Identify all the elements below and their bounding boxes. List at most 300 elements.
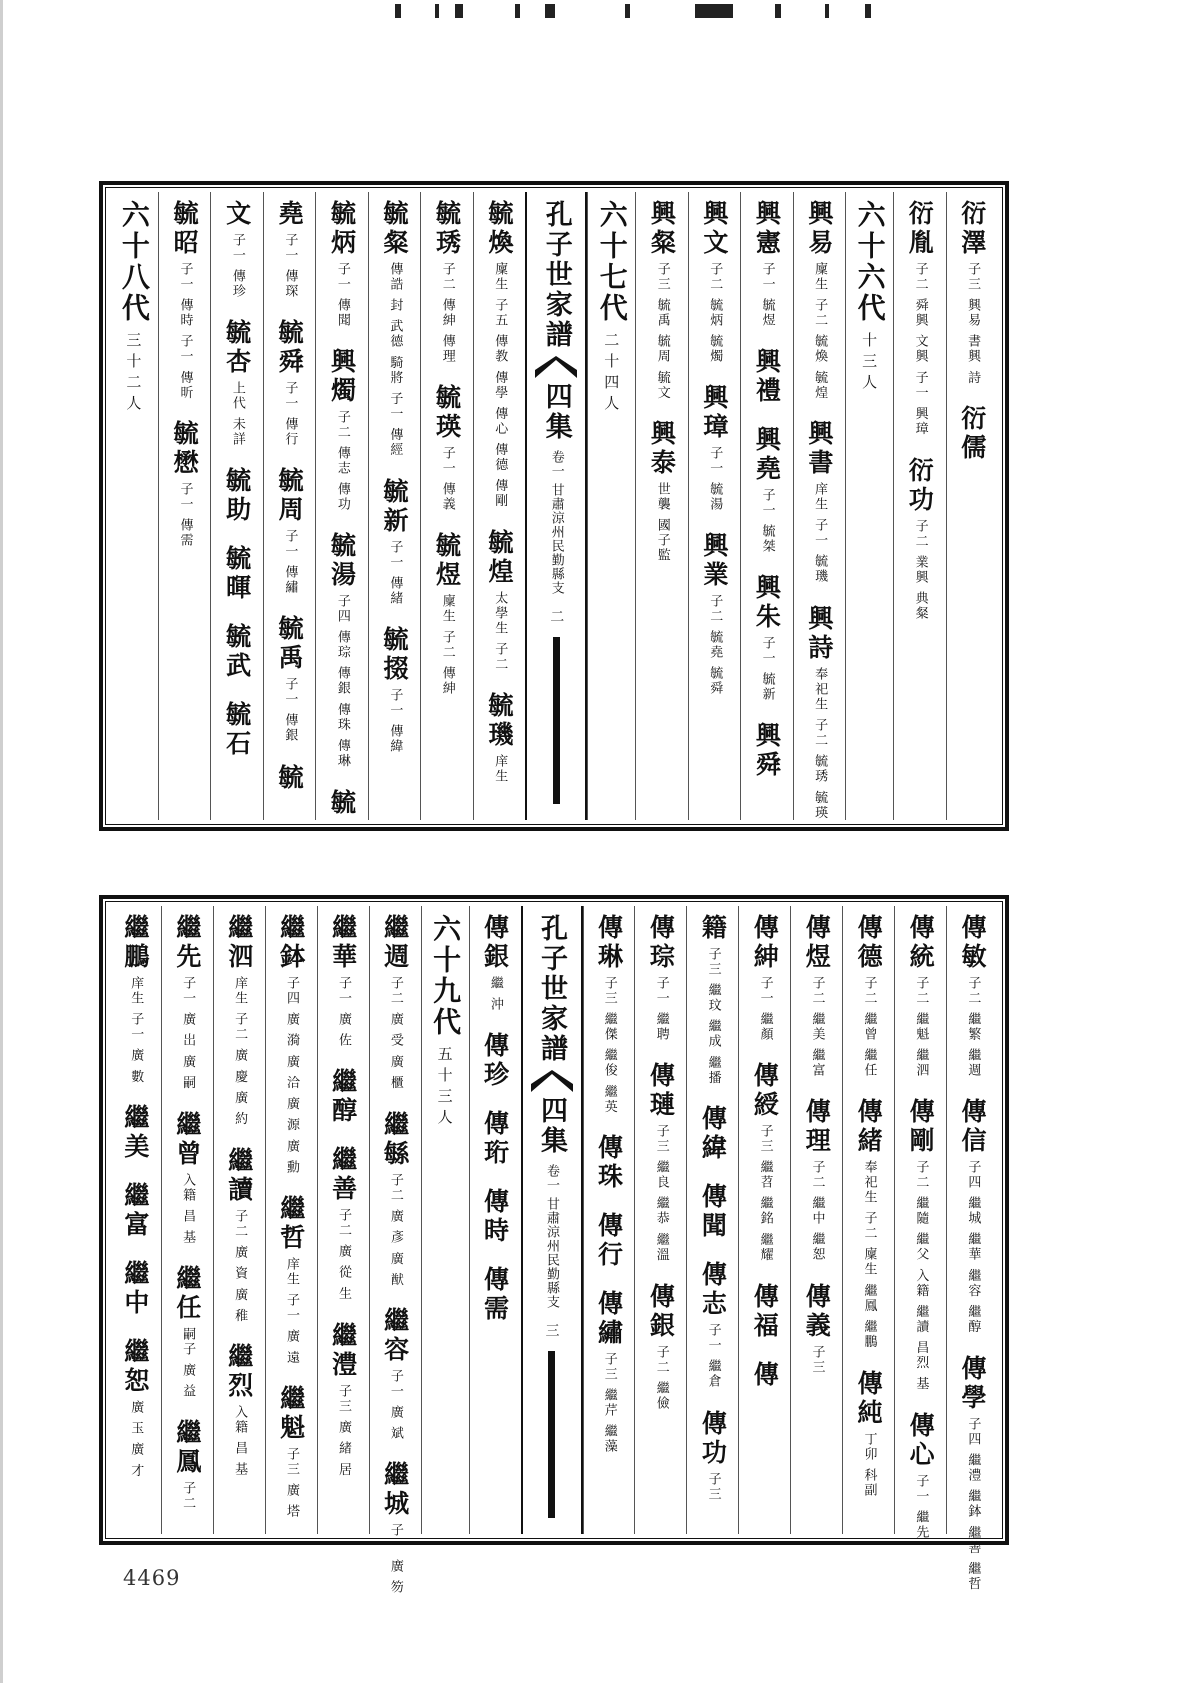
person-name: 傳信	[958, 1098, 988, 1157]
person-entry	[802, 1282, 832, 1375]
person-entry	[594, 1134, 624, 1193]
person-entry	[906, 1412, 936, 1541]
person-note: 子一 廣 岀 廣 嗣	[180, 976, 196, 1091]
person-note: 廩生 子五 傳教 傳學 傳心 傳德 傳剛	[492, 262, 508, 509]
person-note: 世襲 國子監	[654, 482, 670, 564]
person-name: 興書	[804, 420, 834, 479]
person-entry	[958, 1098, 988, 1335]
person-name: 毓炳	[327, 200, 357, 258]
person-entry	[170, 200, 200, 401]
person-name: 毓武	[222, 623, 252, 682]
genealogy-column	[738, 906, 790, 1534]
genealogy-page-top	[99, 181, 1009, 831]
person-name: 繼善	[328, 1146, 358, 1205]
person-name: 毓璣	[484, 691, 514, 750]
person-entry	[120, 1338, 150, 1479]
person-note: 廩生 子二 毓煥 毓煌	[812, 262, 828, 401]
person-note: 子一 廣 斌	[387, 1369, 403, 1442]
person-note: 子三 廣 塔	[284, 1447, 300, 1520]
person-name: 繼鉢	[276, 914, 306, 972]
person-name: 興堯	[752, 426, 782, 485]
person-entry	[647, 420, 677, 564]
generation-title: 六十六代	[853, 200, 887, 324]
person-note: 傳誥 封 武德 騎將 子一 傳經	[387, 262, 403, 458]
person-name: 傳福	[750, 1282, 780, 1341]
person-entry	[957, 200, 987, 386]
person-note: 子一 繼顏	[757, 976, 773, 1043]
genealogy-column	[634, 906, 686, 1534]
person-name: 繼緐	[380, 1110, 410, 1169]
book-title: 孔子世家譜	[536, 914, 567, 1064]
person-name: 興禮	[752, 348, 782, 407]
person-entry	[327, 200, 357, 329]
genealogy-column	[688, 192, 740, 820]
person-entry	[484, 528, 514, 672]
person-note: 子三 廣 緒 居	[335, 1383, 351, 1478]
generation-heading-column	[110, 192, 158, 820]
person-name: 繼鳳	[172, 1419, 202, 1478]
person-note: 子二	[180, 1481, 196, 1512]
person-note: 子一 傳繡	[282, 529, 298, 596]
person-entry	[905, 200, 935, 437]
leaf-number: 三	[543, 1323, 560, 1338]
person-name: 傳聞	[698, 1183, 728, 1242]
genealogy-column	[635, 192, 687, 820]
person-name: 繼週	[380, 914, 410, 972]
person-note: 子一 繼先	[913, 1474, 929, 1541]
person-entry	[222, 545, 252, 604]
person-entry	[120, 1260, 150, 1319]
person-note: 子二 繼中 繼恕	[809, 1160, 825, 1263]
person-entry	[854, 1369, 884, 1498]
person-name: 繼曾	[172, 1110, 202, 1169]
person-entry	[172, 1419, 202, 1512]
person-entry	[594, 914, 624, 1115]
genealogy-column	[158, 192, 210, 820]
person-entry	[647, 200, 677, 401]
person-note: 子三 繼芹 繼藻	[601, 1352, 617, 1455]
person-entry	[594, 1290, 624, 1455]
person-note: 子二 廣 從 生	[335, 1208, 351, 1302]
person-entry	[380, 1461, 410, 1596]
person-entry	[276, 1385, 306, 1520]
person-note: 子一 繼聘	[653, 976, 669, 1043]
volume-label: 卷一 甘肅涼州民勤縣支	[548, 450, 564, 596]
person-note: 庠生 子一 廣 遠	[284, 1257, 300, 1366]
person-entry	[275, 319, 305, 448]
person-entry	[854, 914, 884, 1079]
person-entry	[432, 384, 462, 513]
person-name: 毓湯	[327, 532, 357, 591]
person-note: 子一 毓煜	[759, 262, 775, 329]
person-note: 子三	[809, 1344, 825, 1375]
person-entry	[222, 701, 252, 760]
person-note: 子一 傳行	[282, 381, 298, 448]
person-entry	[752, 426, 782, 555]
person-note: 子二 傳紳 傳理	[439, 262, 455, 365]
person-name: 衍功	[905, 456, 935, 515]
person-name: 興朱	[752, 574, 782, 633]
person-entry	[172, 914, 202, 1091]
person-name: 繼醇	[328, 1068, 358, 1127]
person-name: 毓杏	[222, 319, 252, 378]
person-entry	[750, 1282, 780, 1341]
genealogy-column	[946, 192, 998, 820]
person-note: 廣 玉 廣 才	[128, 1400, 144, 1479]
generation-heading-column	[845, 192, 893, 820]
generation-title: 六十九代	[429, 914, 463, 1038]
person-name: 繼中	[120, 1260, 150, 1319]
person-note: 子二 繼魁 繼泗	[913, 976, 929, 1079]
person-name: 毓新	[380, 477, 410, 536]
person-name: 毓粲	[380, 200, 410, 258]
person-entry	[698, 1261, 728, 1390]
person-note: 庠生	[492, 753, 508, 784]
person-name: 興易	[804, 200, 834, 258]
person-entry	[646, 1062, 676, 1263]
person-name: 毓禹	[275, 615, 305, 674]
person-name: 興舜	[752, 722, 782, 781]
person-name: 籍	[698, 914, 728, 943]
person-note: 子一 毓桀	[759, 488, 775, 555]
person-note: 子三 毓禹 毓周 毓文	[654, 262, 670, 401]
person-entry	[802, 914, 832, 1079]
person-name: 傳琳	[594, 914, 624, 972]
person-name: 繼澧	[328, 1321, 358, 1380]
person-note: 子一 毓新	[759, 636, 775, 703]
person-entry	[752, 722, 782, 781]
book-title: 孔子世家譜	[540, 200, 572, 350]
genealogy-column	[583, 906, 635, 1534]
person-note: 子一 傳義	[439, 446, 455, 513]
person-name: 傳德	[854, 914, 884, 972]
person-name: 毓	[275, 763, 305, 793]
spine-bar	[548, 1351, 555, 1518]
person-entry	[275, 763, 305, 793]
person-entry	[646, 1282, 676, 1411]
person-entry	[328, 1068, 358, 1127]
person-note: 子一 廣 笏	[387, 1523, 403, 1596]
person-entry	[594, 1212, 624, 1271]
person-name: 繼哲	[276, 1195, 306, 1254]
person-entry	[432, 200, 462, 365]
person-entry	[484, 200, 514, 509]
person-name: 毓瑛	[432, 384, 462, 443]
person-name: 繼富	[120, 1182, 150, 1241]
fishtail-mark-icon	[535, 356, 577, 378]
person-entry	[802, 1098, 832, 1263]
person-name: 興詩	[804, 604, 834, 663]
person-name: 毓助	[222, 467, 252, 526]
person-note: 太學生 子二	[492, 590, 508, 672]
person-entry	[172, 1264, 202, 1400]
person-entry	[698, 1183, 728, 1242]
person-name: 傳義	[802, 1282, 832, 1341]
person-note: 子四 繼澧 繼鉢 繼善 繼哲	[965, 1416, 981, 1592]
person-entry	[958, 1354, 988, 1592]
scan-header-artifact	[395, 4, 915, 20]
person-note: 子一 傳聞	[334, 262, 350, 329]
collection-label: 四集	[540, 382, 572, 442]
person-entry	[804, 200, 834, 401]
person-name: 傳理	[802, 1098, 832, 1157]
person-name: 傳綬	[750, 1062, 780, 1121]
person-entry	[752, 574, 782, 703]
person-entry	[275, 467, 305, 596]
person-name: 傳珍	[480, 1032, 510, 1091]
generation-title: 六十八代	[117, 200, 151, 324]
person-name: 毓懋	[170, 420, 200, 479]
person-name: 繼華	[328, 914, 358, 972]
person-note: 子二 舜興 文興 子一 興璋	[912, 262, 928, 437]
genealogy-column	[790, 906, 842, 1534]
person-name: 傳緒	[854, 1098, 884, 1157]
genealogy-column	[469, 906, 521, 1534]
person-note: 子二 傳志 傳功	[334, 410, 350, 513]
genealogy-column	[161, 906, 213, 1534]
person-name: 傳銀	[646, 1282, 676, 1341]
person-note: 子三	[705, 1471, 721, 1502]
person-name: 毓石	[222, 701, 252, 760]
person-note: 庠生 子二 廣 慶 廣 約	[232, 976, 248, 1127]
generation-count: 二十四人	[602, 332, 621, 416]
person-name: 繼魁	[276, 1385, 306, 1444]
genealogy-column	[893, 192, 945, 820]
person-name: 傳煜	[802, 914, 832, 972]
person-name: 繼任	[172, 1264, 202, 1323]
person-note: 子三 繼苕 繼銘 繼耀	[757, 1124, 773, 1263]
person-entry	[328, 914, 358, 1049]
person-entry	[224, 1146, 254, 1324]
person-entry	[699, 200, 729, 365]
person-name: 堯	[275, 200, 305, 229]
person-name: 傳需	[480, 1266, 510, 1325]
person-entry	[480, 1266, 510, 1325]
genealogy-column	[369, 906, 421, 1596]
genealogy-column	[110, 906, 161, 1534]
person-entry	[432, 532, 462, 697]
person-note: 子二 廣 彥 廣 猷	[387, 1172, 403, 1288]
person-note: 子二 繼美 繼富	[809, 976, 825, 1079]
generation-count: 三十二人	[124, 332, 143, 416]
person-name: 傳琮	[646, 914, 676, 972]
person-entry	[906, 1098, 936, 1393]
genealogy-column	[315, 192, 367, 820]
person-name: 繼恕	[120, 1338, 150, 1397]
person-name: 毓	[327, 788, 357, 818]
person-name: 毓煜	[432, 532, 462, 591]
genealogy-column	[473, 192, 525, 820]
person-note: 子一 傳需	[177, 482, 193, 549]
person-entry	[380, 914, 410, 1091]
person-name: 繼泗	[224, 914, 254, 972]
person-name: 毓舜	[275, 319, 305, 378]
person-name: 毓琇	[432, 200, 462, 258]
person-name: 繼美	[120, 1104, 150, 1163]
person-note: 子三 繼玟 繼成 繼播	[705, 947, 721, 1086]
person-name: 興泰	[647, 420, 677, 479]
person-entry	[750, 914, 780, 1043]
person-name: 興璋	[699, 384, 729, 443]
person-entry	[380, 1110, 410, 1288]
person-name: 興粲	[647, 200, 677, 258]
person-entry	[120, 1182, 150, 1241]
person-note: 子二 廣 資 廣 稚	[232, 1208, 248, 1324]
person-entry	[275, 200, 305, 300]
person-entry	[327, 348, 357, 513]
person-note: 子二 繼儉	[653, 1344, 669, 1411]
genealogy-column	[213, 906, 265, 1534]
person-name: 傳敏	[958, 914, 988, 972]
person-name: 衍胤	[905, 200, 935, 258]
person-name: 興憲	[752, 200, 782, 258]
person-note: 庠生 子一 廣 數	[128, 976, 144, 1085]
person-note: 子四 傳琮 傳銀 傳珠 傳琳	[334, 594, 350, 769]
person-note: 廩生 子二 傳紳	[439, 594, 455, 697]
generation-count: 十三人	[860, 332, 879, 395]
person-name: 傳行	[594, 1212, 624, 1271]
person-entry	[957, 405, 987, 464]
person-name: 傳銀	[480, 914, 510, 972]
page-edge	[0, 0, 3, 1683]
person-note: 子一 傳銀	[282, 677, 298, 744]
person-entry	[276, 914, 306, 1176]
person-note: 子三 興易 書興 詩	[965, 262, 981, 386]
person-entry	[698, 914, 728, 1086]
person-name: 興文	[699, 200, 729, 258]
top-columns	[110, 192, 998, 820]
person-name: 毓暉	[222, 545, 252, 604]
person-entry	[484, 691, 514, 784]
volume-label: 卷一 甘肅涼州民勤縣支	[544, 1164, 559, 1310]
genealogy-column	[265, 906, 317, 1534]
person-note: 子一 廣 佐	[335, 976, 351, 1049]
person-note: 子一 傳緒	[387, 539, 403, 606]
person-note: 子一 傳琛	[282, 233, 298, 300]
person-name: 傳學	[958, 1354, 988, 1413]
person-name: 傳統	[906, 914, 936, 972]
person-entry	[276, 1195, 306, 1366]
person-name: 傳珩	[480, 1110, 510, 1169]
person-entry	[222, 200, 252, 300]
person-name: 傳	[750, 1360, 780, 1390]
person-note: 子一 毓湯	[707, 446, 723, 513]
person-entry	[222, 319, 252, 448]
book-spine-column	[521, 906, 583, 1534]
person-entry	[804, 604, 834, 821]
person-entry	[480, 1110, 510, 1169]
person-name: 毓掇	[380, 625, 410, 684]
person-entry	[646, 914, 676, 1043]
collection-label: 四集	[536, 1096, 567, 1156]
person-note: 子四 廣 漪 廣 洽 廣 源 廣 勳	[284, 976, 300, 1176]
person-entry	[698, 1105, 728, 1164]
person-entry	[750, 1360, 780, 1390]
genealogy-column	[686, 906, 738, 1534]
person-name: 繼先	[172, 914, 202, 972]
person-name: 傳璉	[646, 1062, 676, 1121]
person-note: 子二 業興 典粲	[912, 518, 928, 621]
genealogy-column	[946, 906, 998, 1592]
person-note: 子一 傳時 子一 傳昕	[177, 262, 193, 401]
person-name: 傳珠	[594, 1134, 624, 1193]
spine-bar	[553, 637, 560, 804]
person-note: 庠生 子一 毓璣	[812, 482, 828, 585]
generation-title: 六十七代	[595, 200, 629, 324]
person-entry	[480, 1032, 510, 1091]
person-entry	[380, 625, 410, 754]
person-note: 子一 繼倉	[705, 1323, 721, 1390]
person-name: 繼城	[380, 1461, 410, 1520]
person-name: 傳紳	[750, 914, 780, 972]
person-name: 毓煥	[484, 200, 514, 258]
person-entry	[222, 467, 252, 526]
fishtail-mark-icon	[531, 1070, 573, 1092]
genealogy-column	[740, 192, 792, 820]
person-entry	[752, 348, 782, 407]
person-name: 傳剛	[906, 1098, 936, 1157]
person-entry	[172, 1110, 202, 1245]
person-entry	[905, 456, 935, 621]
person-name: 傳時	[480, 1188, 510, 1247]
person-entry	[804, 420, 834, 585]
person-name: 文	[222, 200, 252, 229]
person-entry	[958, 914, 988, 1079]
person-entry	[699, 532, 729, 697]
person-entry	[698, 1409, 728, 1502]
genealogy-column	[894, 906, 946, 1541]
person-entry	[222, 623, 252, 682]
genealogy-column	[368, 192, 420, 820]
genealogy-column	[420, 192, 472, 820]
person-entry	[327, 788, 357, 818]
person-name: 衍澤	[957, 200, 987, 258]
generation-heading-column	[421, 906, 469, 1534]
person-entry	[854, 1098, 884, 1350]
person-name: 傳功	[698, 1409, 728, 1468]
person-name: 繼烈	[224, 1343, 254, 1402]
person-name: 毓周	[275, 467, 305, 526]
person-note: 子三 繼傑 繼俊 繼英	[601, 976, 617, 1115]
person-name: 衍儒	[957, 405, 987, 464]
person-note: 子四 繼城 繼華 繼容 繼醇	[965, 1160, 981, 1335]
person-note: 子二 繼繁 繼週	[965, 976, 981, 1079]
person-name: 繼鵬	[120, 914, 150, 972]
generation-count: 五十三人	[435, 1046, 454, 1130]
generation-heading-column	[587, 192, 635, 820]
person-note: 子二 廣 受 廣 櫃	[387, 976, 403, 1091]
person-note: 入籍 昌 基	[180, 1172, 196, 1245]
person-entry	[752, 200, 782, 329]
person-entry	[699, 384, 729, 513]
person-entry	[480, 914, 510, 1013]
person-entry	[328, 1146, 358, 1302]
person-note: 繼 沖	[487, 976, 503, 1013]
genealogy-column	[263, 192, 315, 820]
person-name: 繼讀	[224, 1146, 254, 1205]
person-entry	[380, 1307, 410, 1442]
person-entry	[328, 1321, 358, 1478]
person-note: 子二 毓堯 毓舜	[707, 594, 723, 697]
person-note: 嗣子 廣 益	[180, 1326, 196, 1400]
person-entry	[120, 1104, 150, 1163]
person-note: 子二 繼隨 繼父 入籍 繼讀 昌烈 基	[913, 1160, 929, 1393]
person-entry	[224, 1343, 254, 1478]
person-name: 傳志	[698, 1261, 728, 1320]
person-entry	[380, 200, 410, 458]
person-entry	[480, 1188, 510, 1247]
page-number: 4469	[123, 1566, 181, 1590]
